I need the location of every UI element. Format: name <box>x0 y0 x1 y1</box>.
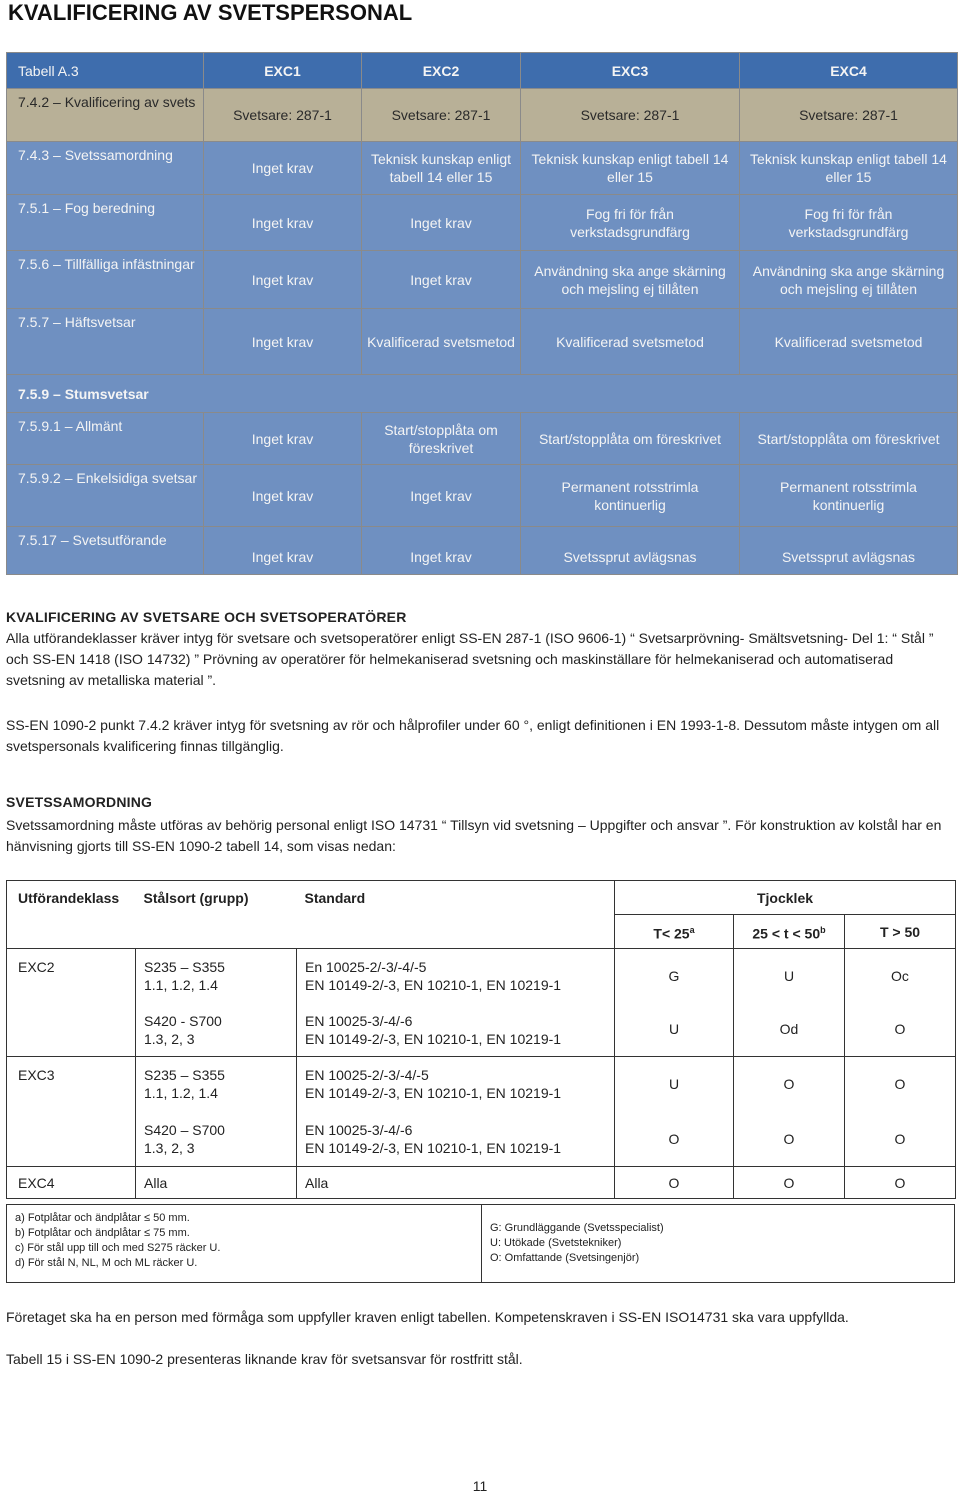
table-cell: Start/stopplåta om föreskrivet <box>740 413 958 465</box>
header-t2-text: 25 < t < 50 <box>752 925 821 942</box>
table-cell: Fog fri för från verkstadsgrundfärg <box>521 195 740 251</box>
standard-cell <box>297 1057 615 1112</box>
table-a3-header-exc3: EXC3 <box>521 53 740 89</box>
table-cell: Inget krav <box>204 413 362 465</box>
value-cell: O <box>734 1057 845 1112</box>
table-a3-header-exc2: EXC2 <box>362 53 521 89</box>
row-label: 7.5.7 – Häftsvetsar <box>7 309 204 375</box>
standard-line: EN 10149-2/-3, EN 10210-1, EN 10219-1 <box>305 1030 562 1047</box>
closing-paragraph-1: Företaget ska ha en person med förmåga som uppfyller kraven enligt tabellen. Kompetenskraven i SS-EN ISO14731 ska vara uppfyllda. <box>6 1309 849 1325</box>
steel-line: S235 – S355 <box>144 1067 225 1083</box>
table-row <box>7 413 958 465</box>
class-cell: EXC4 <box>7 1167 136 1199</box>
section-heading-qualification: KVALIFICERING AV SVETSARE OCH SVETSOPERATÖRER <box>6 609 407 625</box>
table-cell: Inget krav <box>204 142 362 195</box>
table-a3-header-row <box>7 53 958 89</box>
steel-line: S420 - S700 <box>144 1012 222 1029</box>
class-cell <box>7 1112 136 1167</box>
table-cell: Användning ska ange skärning och mejsling ej tillåten <box>521 251 740 309</box>
table-a3-header-exc4: EXC4 <box>740 53 958 89</box>
row-label: 7.5.17 – Svetsutförande <box>7 527 204 575</box>
table-row-section <box>7 375 958 413</box>
section-label: 7.5.9 – Stumsvetsar <box>7 375 958 413</box>
page-number: 11 <box>472 1478 488 1494</box>
value-cell: O <box>845 1057 956 1112</box>
value-cell: O <box>845 1112 956 1167</box>
footnotes-right <box>481 1204 955 1283</box>
value-cell: U <box>615 1003 734 1057</box>
footnote: G: Grundläggande (Svetsspecialist) <box>490 1222 664 1234</box>
table-cell: Inget krav <box>362 465 521 527</box>
table-row <box>7 89 958 142</box>
table-cell: Permanent rotsstrimla kontinuerlig <box>521 465 740 527</box>
section-heading-coordination: SVETSSAMORDNING <box>6 794 153 810</box>
steel-line: 1.1, 1.2, 1.4 <box>144 977 218 993</box>
header-t1 <box>615 915 734 949</box>
footnote: b) Fotplåtar och ändplåtar ≤ 75 mm. <box>15 1227 190 1239</box>
standard-cell: Alla <box>297 1167 615 1199</box>
table-cell: Svetsare: 287-1 <box>521 89 740 142</box>
table-row <box>7 949 956 1003</box>
table-cell: Inget krav <box>204 251 362 309</box>
value-cell: O <box>734 1167 845 1199</box>
table-cell: Teknisk kunskap enligt tabell 14 eller 15 <box>740 142 958 195</box>
table-14 <box>6 880 956 1199</box>
table-row <box>7 309 958 375</box>
table-cell: Inget krav <box>362 251 521 309</box>
footnote: O: Omfattande (Svetsingenjör) <box>490 1252 640 1264</box>
table-cell: Kvalificerad svetsmetod <box>521 309 740 375</box>
paragraph-tubes: SS-EN 1090-2 punkt 7.4.2 kräver intyg för svetsning av rör och hålprofiler under 60 °, enligt definitionen i EN 1993-1-8. Dessutom måste intygen om all svetspersonals kvalificering finnas tillgänglig. <box>6 717 940 754</box>
paragraph-coordination: Svetssamordning måste utföras av behörig personal enligt ISO 14731 “ Tillsyn vid svetsning – Uppgifter och ansvar ”. För konstruktion av kolstål har en hänvisning gjorts till SS-EN 1090-2 tabell 14, som visas nedan: <box>6 817 942 854</box>
steel-line: 1.3, 2, 3 <box>144 1139 195 1156</box>
value-cell: O <box>615 1112 734 1167</box>
paragraph-qualification: Alla utförandeklasser kräver intyg för svetsare och svetsoperatörer enligt SS-EN 287-1 (ISO 9606-1) “ Svetsarprövning- Smältsvetsning- Del 1: “ Stål ” och SS-EN 1418 (ISO 14732) ” Prövning av operatörer för helmekaniserad svetsning och maskinställare för helmekaniserad och automatiserad svetsning av metalliska material ”. <box>6 630 934 688</box>
standard-line: En 10025-2/-3/-4/-5 <box>305 959 427 975</box>
steel-cell <box>136 1057 297 1112</box>
header-t1-sup: a <box>689 924 695 935</box>
table-row <box>7 1057 956 1112</box>
footnote: d) För stål N, NL, M och ML räcker U. <box>15 1257 198 1269</box>
table-row <box>7 465 958 527</box>
closing-paragraph-2: Tabell 15 i SS-EN 1090-2 presenteras liknande krav för svetsansvar för rostfritt stål. <box>6 1351 523 1367</box>
table-row <box>7 1167 956 1199</box>
value-cell: U <box>734 949 845 1003</box>
header-t3: T > 50 <box>845 915 956 949</box>
table-row <box>7 527 958 575</box>
value-cell: O <box>845 1167 956 1199</box>
table-cell: Inget krav <box>362 195 521 251</box>
table-cell: Kvalificerad svetsmetod <box>362 309 521 375</box>
table-cell: Kvalificerad svetsmetod <box>740 309 958 375</box>
footnotes-left <box>6 1204 482 1283</box>
footnote: c) För stål upp till och med S275 räcker U. <box>15 1242 221 1254</box>
table-cell: Inget krav <box>362 527 521 575</box>
page-title: KVALIFICERING AV SVETSPERSONAL <box>8 0 413 25</box>
row-label: 7.5.9.1 – Allmänt <box>7 413 204 465</box>
steel-line: S235 – S355 <box>144 959 225 975</box>
table-cell: Start/stopplåta om föreskrivet <box>521 413 740 465</box>
row-label: 7.5.6 – Tillfälliga infästningar <box>7 251 204 309</box>
table-a3-header-exc1: EXC1 <box>204 53 362 89</box>
value-cell: Od <box>734 1003 845 1057</box>
header-class: Utförandeklass <box>18 890 120 906</box>
table-14-header-row <box>7 881 956 915</box>
table-a3-header-label: Tabell A.3 <box>7 53 204 89</box>
steel-cell: Alla <box>136 1167 297 1199</box>
table-cell: Teknisk kunskap enligt tabell 14 eller 15 <box>362 142 521 195</box>
header-t2 <box>734 915 845 949</box>
table-cell: Svetsare: 287-1 <box>362 89 521 142</box>
header-steel: Stålsort (grupp) <box>143 890 249 906</box>
class-cell <box>7 1003 136 1057</box>
standard-cell <box>297 949 615 1003</box>
row-label: 7.4.2 – Kvalificering av svets <box>7 89 204 142</box>
header-t2-sup: b <box>820 924 826 935</box>
class-cell: EXC2 <box>7 949 136 1003</box>
table-cell: Användning ska ange skärning och mejsling ej tillåten <box>740 251 958 309</box>
table-cell: Inget krav <box>204 309 362 375</box>
header-thickness: Tjocklek <box>615 881 956 915</box>
footnote: U: Utökade (Svetstekniker) <box>490 1237 622 1249</box>
table-cell: Svetssprut avlägsnas <box>521 527 740 575</box>
header-standard: Standard <box>304 890 366 906</box>
steel-cell <box>136 1112 297 1167</box>
steel-line: 1.3, 2, 3 <box>144 1030 195 1047</box>
row-label: 7.4.3 – Svetssamordning <box>7 142 204 195</box>
standard-line: EN 10149-2/-3, EN 10210-1, EN 10219-1 <box>305 977 562 993</box>
steel-cell <box>136 1003 297 1057</box>
steel-line: 1.1, 1.2, 1.4 <box>144 1085 218 1101</box>
table-cell: Permanent rotsstrimla kontinuerlig <box>740 465 958 527</box>
table-row <box>7 142 958 195</box>
value-cell: O <box>615 1167 734 1199</box>
table-cell: Start/stopplåta om föreskrivet <box>362 413 521 465</box>
table-row <box>7 1112 956 1167</box>
table-cell: Svetsare: 287-1 <box>204 89 362 142</box>
table-cell: Fog fri för från verkstadsgrundfärg <box>740 195 958 251</box>
standard-line: EN 10025-2/-3/-4/-5 <box>305 1067 429 1083</box>
row-label: 7.5.9.2 – Enkelsidiga svetsar <box>7 465 204 527</box>
table-cell: Inget krav <box>204 195 362 251</box>
value-cell: Oc <box>845 949 956 1003</box>
standard-line: EN 10149-2/-3, EN 10210-1, EN 10219-1 <box>305 1085 562 1101</box>
table-cell: Inget krav <box>204 527 362 575</box>
footnote: a) Fotplåtar och ändplåtar ≤ 50 mm. <box>15 1212 190 1224</box>
standard-line: EN 10149-2/-3, EN 10210-1, EN 10219-1 <box>305 1139 562 1156</box>
value-cell: U <box>615 1057 734 1112</box>
table-cell: Teknisk kunskap enligt tabell 14 eller 15 <box>521 142 740 195</box>
standard-line: EN 10025-3/-4/-6 <box>305 1012 413 1029</box>
header-t1-text: T< 25 <box>653 925 690 942</box>
row-label: 7.5.1 – Fog beredning <box>7 195 204 251</box>
value-cell: G <box>615 949 734 1003</box>
steel-line: S420 – S700 <box>144 1121 225 1138</box>
table-row <box>7 251 958 309</box>
standard-cell <box>297 1112 615 1167</box>
table-row <box>7 1003 956 1057</box>
table-row <box>7 195 958 251</box>
table-cell: Inget krav <box>204 465 362 527</box>
table-a3 <box>6 52 958 575</box>
standard-line: EN 10025-3/-4/-6 <box>305 1121 413 1138</box>
class-cell: EXC3 <box>7 1057 136 1112</box>
table-cell: Svetssprut avlägsnas <box>740 527 958 575</box>
value-cell: O <box>734 1112 845 1167</box>
value-cell: O <box>845 1003 956 1057</box>
standard-cell <box>297 1003 615 1057</box>
steel-cell <box>136 949 297 1003</box>
table-cell: Svetsare: 287-1 <box>740 89 958 142</box>
